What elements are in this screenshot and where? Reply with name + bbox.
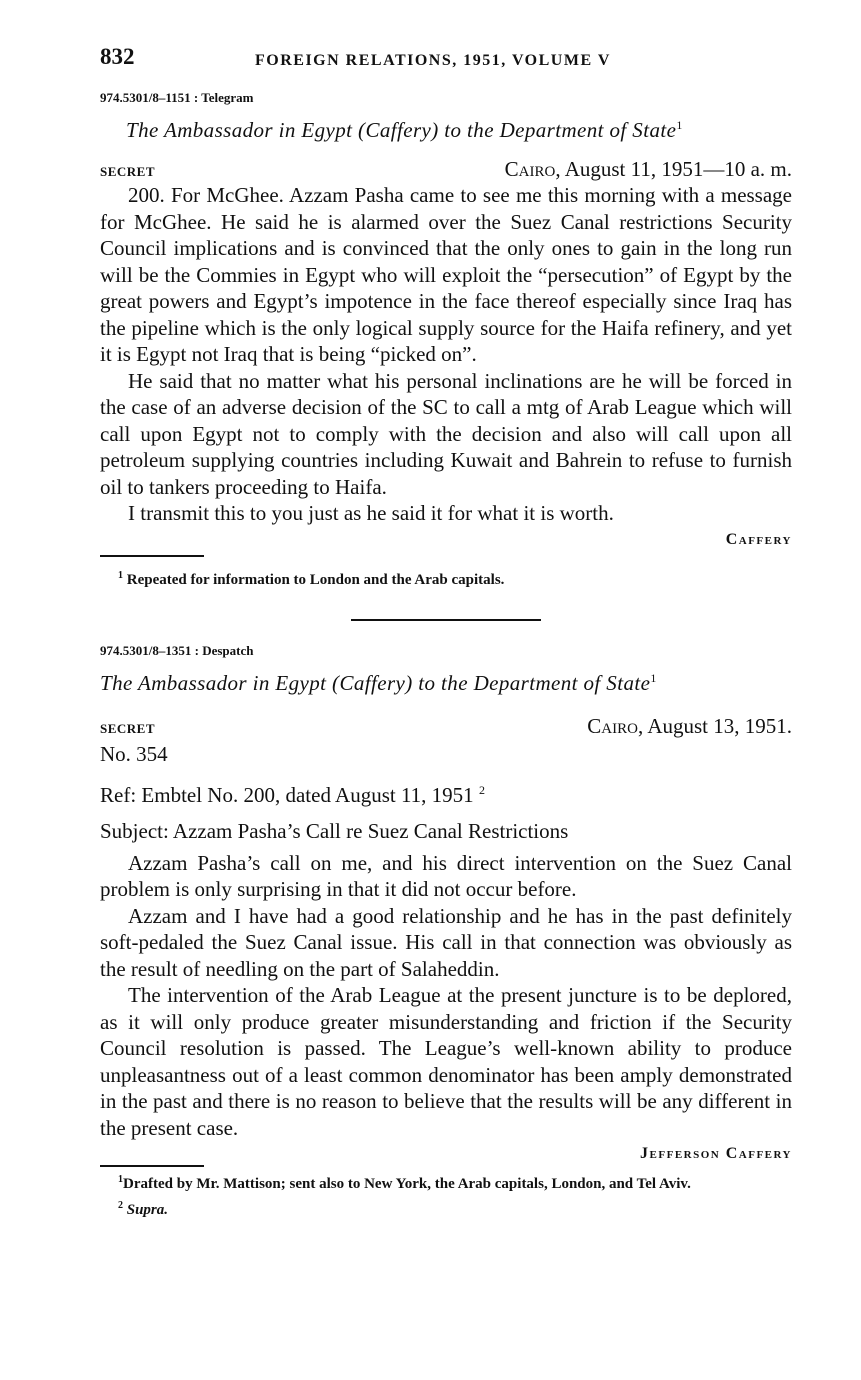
paragraph: I transmit this to you just as he said it for what it is worth. bbox=[128, 501, 614, 525]
running-head: FOREIGN RELATIONS, 1951, VOLUME V bbox=[255, 52, 611, 69]
footnote bbox=[118, 567, 792, 589]
dateline bbox=[587, 714, 792, 739]
dateline-place: Cairo, bbox=[504, 157, 561, 181]
dateline-place: Cairo, bbox=[587, 713, 644, 738]
reference-line bbox=[100, 775, 792, 810]
footnotes bbox=[100, 1171, 792, 1219]
subject-line: Subject: Azzam Pasha’s Call re Suez Canal Restrictions bbox=[100, 818, 569, 843]
footnote-rule bbox=[100, 1165, 204, 1167]
section-divider bbox=[351, 619, 541, 621]
despatch-section bbox=[100, 643, 792, 1220]
header-meta bbox=[100, 714, 792, 739]
footnote-marker: 2 bbox=[478, 782, 485, 797]
signature: Jefferson Caffery bbox=[640, 1145, 792, 1162]
page-header bbox=[100, 38, 792, 78]
footnote-number: 1 bbox=[118, 569, 123, 581]
paragraph: Azzam Pasha’s call on me, and his direct intervention on the Suez Canal problem is only surprising in that it did not occur before. bbox=[100, 850, 792, 901]
footnote-number: 1 bbox=[118, 1174, 123, 1185]
classification-label: SECRET bbox=[100, 720, 156, 736]
despatch-number: No. 354 bbox=[100, 741, 168, 766]
footnote-marker: 1 bbox=[676, 118, 683, 132]
document-title bbox=[126, 118, 792, 143]
dateline bbox=[505, 157, 792, 182]
footnote bbox=[100, 1171, 792, 1193]
reference-text: Ref: Embtel No. 200, dated August 11, 1951 bbox=[100, 782, 474, 807]
footnote-text: Supra. bbox=[126, 1202, 169, 1218]
header-meta bbox=[100, 157, 792, 182]
file-reference: 974.5301/8–1351 : Despatch bbox=[100, 642, 254, 658]
paragraph: He said that no matter what his personal inclinations are he will be forced in the case of an adverse decision of the SC to call a mtg of Arab League which will call upon Egypt not to comply with the decision and also will call upon all petroleum supplying countries including Kuwait and Bahrein to refuse to furnish oil to tankers proceeding to Haifa. bbox=[100, 368, 792, 499]
paragraph: The intervention of the Arab League at the present juncture is to be deplored, as it will only produce greater misunderstanding and friction if the Security Council resolution is passed. The League’s well-known ability to produce unpleasantness out of a least common denominator has been amply demonstrated in the past and there is no reason to believe that the results will be any different in the present case. bbox=[100, 983, 792, 1140]
dateline-date: August 11, 1951—10 a. m. bbox=[564, 157, 792, 181]
document-page bbox=[100, 38, 792, 1219]
despatch-body bbox=[100, 850, 792, 1142]
paragraph: 200. For McGhee. Azzam Pasha came to see me this morning with a message for McGhee. He said he is alarmed over the Suez Canal restrictions Security Council implications and is convinced that the only ones to gain in the long run will be the Commies in Egypt who will exploit the “persecution” of Egypt by the great powers and Egypt’s impotence in the face thereof especially since Iraq has the pipeline which is the only logical supply source for the Haifa refinery, and yet it is Egypt not Iraq that is being “picked on”. bbox=[100, 183, 792, 366]
signature: Caffery bbox=[725, 530, 792, 548]
title-text: The Ambassador in Egypt (Caffery) to the Department of State bbox=[126, 118, 677, 142]
classification-label: SECRET bbox=[100, 164, 156, 179]
footnote bbox=[100, 1197, 792, 1219]
telegram-section bbox=[100, 90, 792, 589]
footnote-text: Drafted by Mr. Mattison; sent also to New York, the Arab capitals, London, and Tel Aviv. bbox=[123, 1176, 691, 1192]
title-text: The Ambassador in Egypt (Caffery) to the Department of State bbox=[100, 670, 651, 695]
footnote-number: 2 bbox=[118, 1200, 123, 1211]
footnote-rule bbox=[100, 555, 204, 557]
document-title bbox=[100, 671, 792, 696]
paragraph: Azzam and I have had a good relationship and he has in the past definitely soft-pedaled the Suez Canal issue. His call in that connection was obviously as the result of needling on the part of Salaheddin. bbox=[100, 903, 792, 981]
telegram-body bbox=[100, 182, 792, 527]
footnote-text: Repeated for information to London and the Arab capitals. bbox=[126, 571, 505, 588]
footnote-marker: 1 bbox=[650, 670, 657, 685]
dateline-date: August 13, 1951. bbox=[647, 713, 792, 738]
page-number: 832 bbox=[100, 44, 135, 69]
file-reference: 974.5301/8–1151 : Telegram bbox=[100, 90, 254, 105]
